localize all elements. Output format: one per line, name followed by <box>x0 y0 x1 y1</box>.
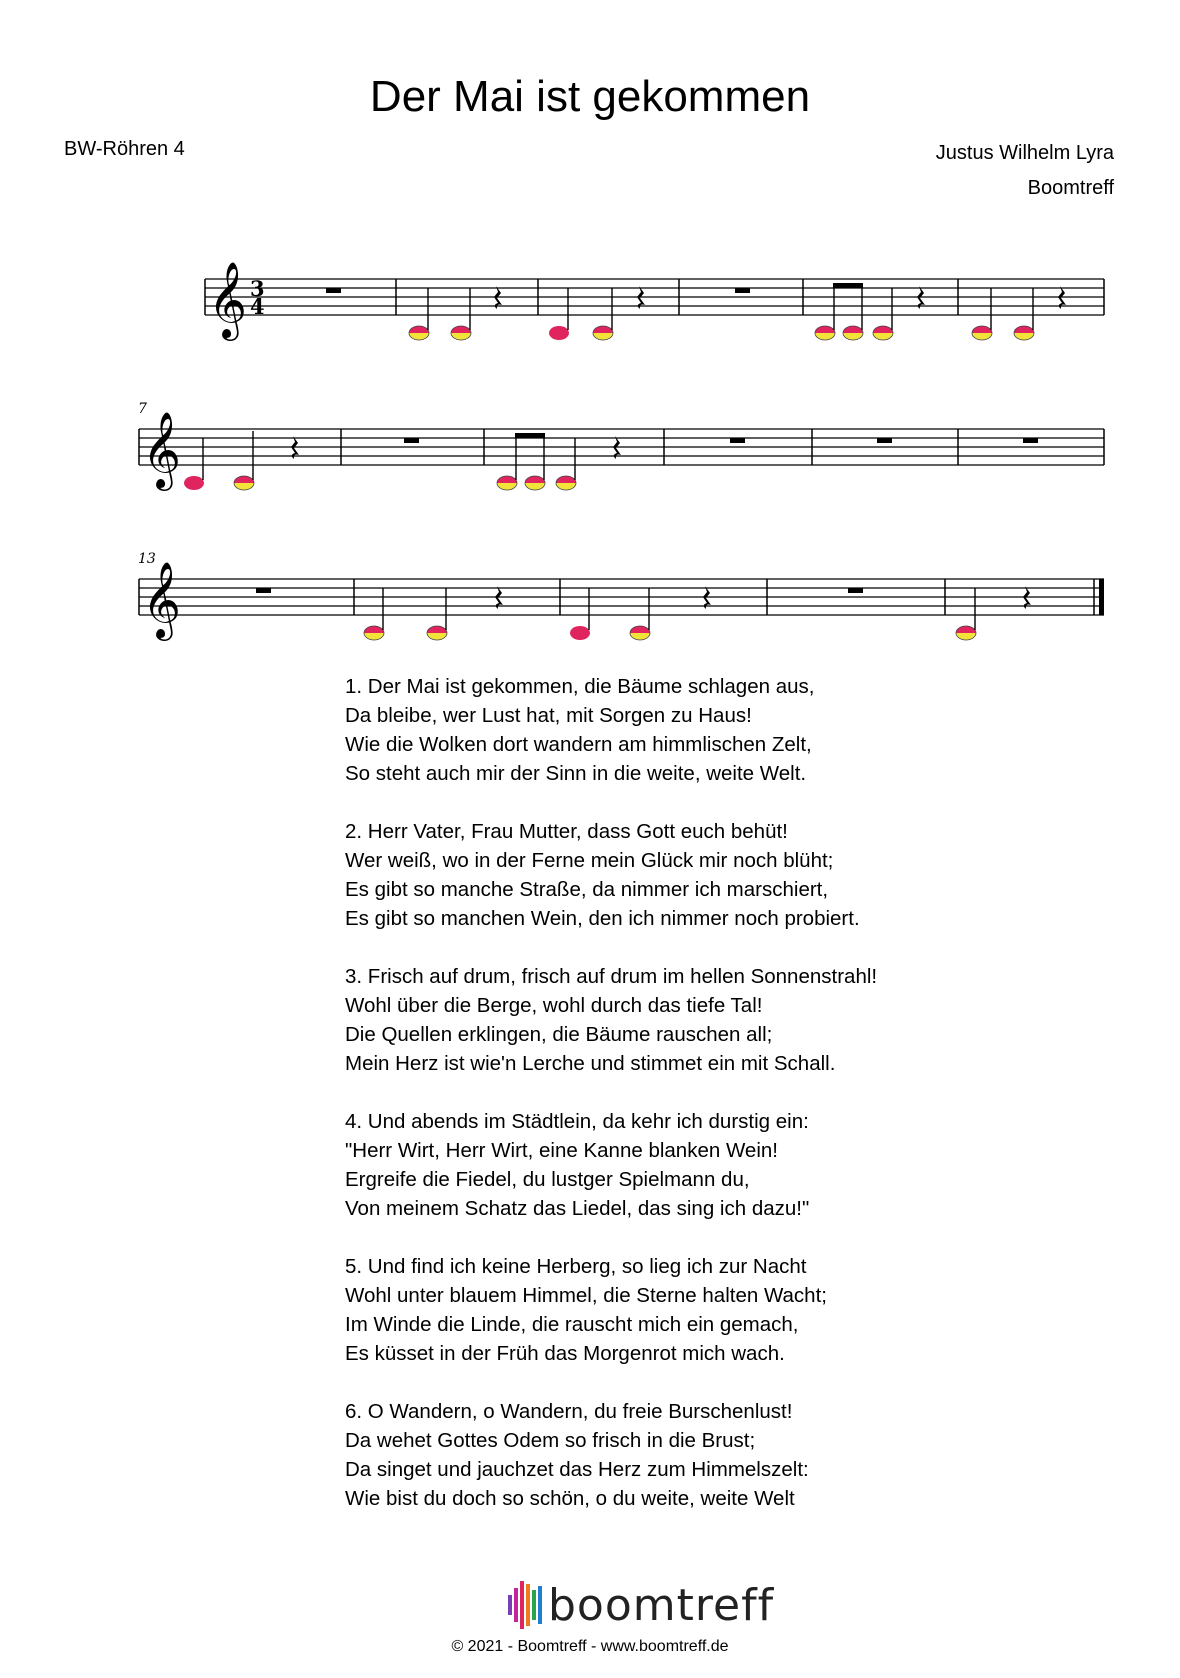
verse-3 <box>345 962 877 1078</box>
verse-6 <box>345 1397 877 1513</box>
whole-rest <box>326 288 341 293</box>
time-signature <box>250 276 265 319</box>
note <box>593 288 613 340</box>
svg-text:3: 3 <box>250 276 265 301</box>
final-barline <box>1099 579 1104 615</box>
note <box>234 431 254 490</box>
verse-line: Ergreife die Fiedel, du lustger Spielmann du, <box>345 1168 750 1191</box>
verse-line: Wohl über die Berge, wohl durch das tiefe Tal! <box>345 994 763 1017</box>
verse-line: Da singet und jauchzet das Herz zum Himmelszelt: <box>345 1458 809 1481</box>
verse-line: 6. O Wandern, o Wandern, du freie Burschenlust! <box>345 1400 793 1423</box>
whole-rest <box>1023 438 1038 443</box>
treble-clef-icon: 𝄞 <box>208 261 248 338</box>
measure-number: 7 <box>138 401 147 417</box>
treble-clef-icon: 𝄞 <box>142 411 182 488</box>
note <box>364 588 384 640</box>
verse-line: Wie die Wolken dort wandern am himmlischen Zelt, <box>345 733 812 756</box>
whole-rest <box>735 288 750 293</box>
verse-line: Da bleibe, wer Lust hat, mit Sorgen zu Haus! <box>345 704 752 727</box>
whole-rest <box>877 438 892 443</box>
note <box>184 438 204 490</box>
note <box>549 288 569 340</box>
verse-line: "Herr Wirt, Herr Wirt, eine Kanne blanken Wein! <box>345 1139 778 1162</box>
note <box>843 285 863 340</box>
verse-line: Es küsset in der Früh das Morgenrot mich wach. <box>345 1342 785 1365</box>
arranger-name: Boomtreff <box>1027 177 1114 199</box>
verse-line: Wer weiß, wo in der Ferne mein Glück mir noch blüht; <box>345 849 834 872</box>
note <box>570 588 590 640</box>
verse-line: 4. Und abends im Städtlein, da kehr ich durstig ein: <box>345 1110 809 1133</box>
staff-system-2 <box>0 390 1180 500</box>
verse-line: Es gibt so manchen Wein, den ich nimmer noch probiert. <box>345 907 860 930</box>
logo-bars-icon <box>508 1578 542 1632</box>
copyright: © 2021 - Boomtreff - www.boomtreff.de <box>451 1638 729 1655</box>
verse-2 <box>345 817 877 933</box>
verse-line: 1. Der Mai ist gekommen, die Bäume schlagen aus, <box>345 675 815 698</box>
note <box>972 288 992 340</box>
verse-5 <box>345 1252 877 1368</box>
instrument-label: BW-Röhren 4 <box>64 138 185 160</box>
verse-line: 2. Herr Vater, Frau Mutter, dass Gott euch behüt! <box>345 820 788 843</box>
staff-system-3 <box>0 540 1180 650</box>
verse-line: Wie bist du doch so schön, o du weite, weite Welt <box>345 1487 795 1510</box>
composer-name: Justus Wilhelm Lyra <box>935 142 1114 164</box>
note <box>525 435 545 490</box>
verse-line: 5. Und find ich keine Herberg, so lieg ich zur Nacht <box>345 1255 807 1278</box>
note <box>497 435 517 490</box>
logo-text: boomtreff <box>548 1579 775 1631</box>
eighth-beam <box>833 283 863 288</box>
verse-line: Die Quellen erklingen, die Bäume rauschen all; <box>345 1023 773 1046</box>
lyrics <box>345 672 877 1542</box>
whole-rest <box>730 438 745 443</box>
verse-line: Wohl unter blauem Himmel, die Sterne halten Wacht; <box>345 1284 827 1307</box>
treble-clef-icon: 𝄞 <box>142 561 182 638</box>
whole-rest <box>848 588 863 593</box>
eighth-beam <box>515 433 545 438</box>
note <box>1014 288 1034 340</box>
svg-text:4: 4 <box>250 294 265 319</box>
note <box>427 588 447 640</box>
measure-number: 13 <box>138 551 156 567</box>
verse-1 <box>345 672 877 788</box>
note <box>556 438 576 490</box>
verse-line: Es gibt so manche Straße, da nimmer ich marschiert, <box>345 878 829 901</box>
boomtreff-logo <box>508 1578 774 1632</box>
verse-line: So steht auch mir der Sinn in die weite, weite Welt. <box>345 762 807 785</box>
note <box>630 588 650 640</box>
verse-line: Von meinem Schatz das Liedel, das sing ich dazu!" <box>345 1197 810 1220</box>
verse-line: 3. Frisch auf drum, frisch auf drum im hellen Sonnenstrahl! <box>345 965 878 988</box>
verse-4 <box>345 1107 877 1223</box>
verse-line: Im Winde die Linde, die rauscht mich ein gemach, <box>345 1313 799 1336</box>
whole-rest <box>256 588 271 593</box>
note <box>956 588 976 640</box>
note <box>815 285 835 340</box>
staff-system-1 <box>0 240 1180 350</box>
song-title: Der Mai ist gekommen <box>369 72 811 121</box>
note <box>409 288 429 340</box>
note <box>873 288 893 340</box>
whole-rest <box>404 438 419 443</box>
verse-line: Da wehet Gottes Odem so frisch in die Brust; <box>345 1429 756 1452</box>
note <box>451 288 471 340</box>
verse-line: Mein Herz ist wie'n Lerche und stimmet ein mit Schall. <box>345 1052 836 1075</box>
